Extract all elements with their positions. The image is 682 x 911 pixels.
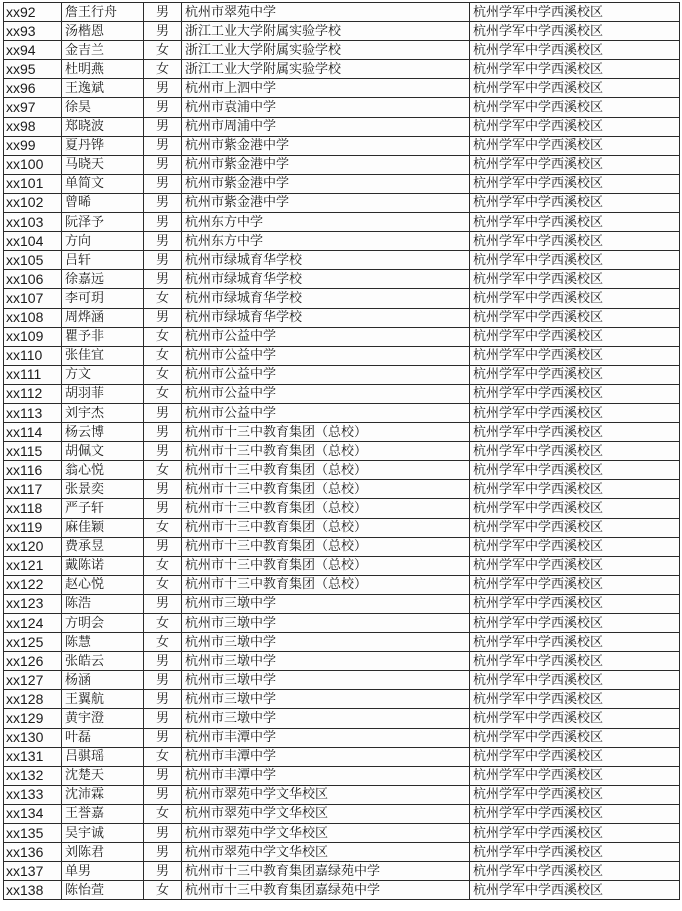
student-gender-cell: 女: [144, 289, 182, 308]
student-table-body: [4, 3, 680, 900]
table-row: [4, 518, 680, 537]
admitted-campus-cell: 杭州学军中学西溪校区: [470, 22, 680, 41]
admitted-campus-cell: 杭州学军中学西溪校区: [470, 117, 680, 136]
graduating-school-cell: 杭州市十三中教育集团（总校）: [182, 499, 470, 518]
student-id-cell: xx128: [4, 690, 62, 709]
student-gender-cell: 男: [144, 270, 182, 289]
graduating-school-cell: 杭州市周浦中学: [182, 117, 470, 136]
student-table: [3, 2, 680, 900]
graduating-school-cell: 杭州市绿城育华学校: [182, 270, 470, 289]
admitted-campus-cell: 杭州学军中学西溪校区: [470, 766, 680, 785]
student-gender-cell: 女: [144, 346, 182, 365]
student-name-cell: 麻佳颖: [62, 518, 144, 537]
student-gender-cell: 男: [144, 690, 182, 709]
student-id-cell: xx108: [4, 308, 62, 327]
graduating-school-cell: 杭州市十三中教育集团（总校）: [182, 518, 470, 537]
graduating-school-cell: 杭州市翠苑中学文华校区: [182, 804, 470, 823]
student-name-cell: 张景奕: [62, 480, 144, 499]
student-gender-cell: 女: [144, 461, 182, 480]
student-gender-cell: 男: [144, 785, 182, 804]
table-row: [4, 862, 680, 881]
table-row: [4, 251, 680, 270]
student-id-cell: xx131: [4, 747, 62, 766]
student-name-cell: 费承昱: [62, 537, 144, 556]
table-row: [4, 232, 680, 251]
graduating-school-cell: 浙江工业大学附属实验学校: [182, 41, 470, 60]
table-row: [4, 41, 680, 60]
student-name-cell: 王誉嘉: [62, 804, 144, 823]
student-gender-cell: 男: [144, 423, 182, 442]
table-row: [4, 461, 680, 480]
admitted-campus-cell: 杭州学军中学西溪校区: [470, 785, 680, 804]
admitted-campus-cell: 杭州学军中学西溪校区: [470, 251, 680, 270]
table-row: [4, 537, 680, 556]
admitted-campus-cell: 杭州学军中学西溪校区: [470, 60, 680, 79]
admitted-campus-cell: 杭州学军中学西溪校区: [470, 98, 680, 117]
table-row: [4, 633, 680, 652]
student-gender-cell: 男: [144, 480, 182, 499]
graduating-school-cell: 杭州市公益中学: [182, 384, 470, 403]
admitted-campus-cell: 杭州学军中学西溪校区: [470, 575, 680, 594]
student-id-cell: xx109: [4, 327, 62, 346]
student-name-cell: 周烨涵: [62, 308, 144, 327]
admitted-campus-cell: 杭州学军中学西溪校区: [470, 193, 680, 212]
graduating-school-cell: 杭州市三墩中学: [182, 671, 470, 690]
student-id-cell: xx113: [4, 403, 62, 422]
student-name-cell: 金吉兰: [62, 41, 144, 60]
admitted-campus-cell: 杭州学军中学西溪校区: [470, 384, 680, 403]
student-gender-cell: 男: [144, 22, 182, 41]
student-id-cell: xx120: [4, 537, 62, 556]
table-row: [4, 804, 680, 823]
admitted-campus-cell: 杭州学军中学西溪校区: [470, 155, 680, 174]
student-id-cell: xx110: [4, 346, 62, 365]
student-gender-cell: 男: [144, 174, 182, 193]
admitted-campus-cell: 杭州学军中学西溪校区: [470, 594, 680, 613]
admitted-campus-cell: 杭州学军中学西溪校区: [470, 747, 680, 766]
student-id-cell: xx99: [4, 136, 62, 155]
admitted-campus-cell: 杭州学军中学西溪校区: [470, 652, 680, 671]
student-id-cell: xx133: [4, 785, 62, 804]
student-gender-cell: 男: [144, 251, 182, 270]
student-id-cell: xx125: [4, 633, 62, 652]
graduating-school-cell: 杭州市十三中教育集团（总校）: [182, 423, 470, 442]
admitted-campus-cell: 杭州学军中学西溪校区: [470, 862, 680, 881]
graduating-school-cell: 杭州东方中学: [182, 213, 470, 232]
student-gender-cell: 女: [144, 518, 182, 537]
graduating-school-cell: 杭州市十三中教育集团嘉绿苑中学: [182, 862, 470, 881]
student-gender-cell: 男: [144, 136, 182, 155]
graduating-school-cell: 杭州市三墩中学: [182, 633, 470, 652]
student-gender-cell: 男: [144, 499, 182, 518]
table-row: [4, 384, 680, 403]
student-name-cell: 杨云博: [62, 423, 144, 442]
admitted-campus-cell: 杭州学军中学西溪校区: [470, 442, 680, 461]
student-name-cell: 吕骐瑶: [62, 747, 144, 766]
table-row: [4, 709, 680, 728]
student-name-cell: 杜明燕: [62, 60, 144, 79]
graduating-school-cell: 杭州市翠苑中学文华校区: [182, 843, 470, 862]
table-row: [4, 575, 680, 594]
student-name-cell: 叶磊: [62, 728, 144, 747]
table-row: [4, 671, 680, 690]
admitted-campus-cell: 杭州学军中学西溪校区: [470, 537, 680, 556]
graduating-school-cell: 杭州市翠苑中学文华校区: [182, 824, 470, 843]
table-row: [4, 213, 680, 232]
graduating-school-cell: 杭州市十三中教育集团嘉绿苑中学: [182, 881, 470, 900]
student-id-cell: xx106: [4, 270, 62, 289]
table-row: [4, 499, 680, 518]
admitted-campus-cell: 杭州学军中学西溪校区: [470, 423, 680, 442]
student-gender-cell: 男: [144, 709, 182, 728]
student-id-cell: xx107: [4, 289, 62, 308]
student-name-cell: 单男: [62, 862, 144, 881]
student-name-cell: 吕轩: [62, 251, 144, 270]
admitted-campus-cell: 杭州学军中学西溪校区: [470, 308, 680, 327]
student-id-cell: xx94: [4, 41, 62, 60]
student-name-cell: 詹王行舟: [62, 3, 144, 22]
table-row: [4, 843, 680, 862]
graduating-school-cell: 浙江工业大学附属实验学校: [182, 60, 470, 79]
student-id-cell: xx111: [4, 365, 62, 384]
student-id-cell: xx95: [4, 60, 62, 79]
student-id-cell: xx98: [4, 117, 62, 136]
student-name-cell: 胡佩文: [62, 442, 144, 461]
admitted-campus-cell: 杭州学军中学西溪校区: [470, 804, 680, 823]
admitted-campus-cell: 杭州学军中学西溪校区: [470, 289, 680, 308]
student-id-cell: xx101: [4, 174, 62, 193]
table-row: [4, 270, 680, 289]
student-id-cell: xx116: [4, 461, 62, 480]
graduating-school-cell: 杭州市公益中学: [182, 346, 470, 365]
graduating-school-cell: 杭州市紫金港中学: [182, 174, 470, 193]
student-name-cell: 曾晞: [62, 193, 144, 212]
graduating-school-cell: 杭州市翠苑中学: [182, 3, 470, 22]
student-name-cell: 方明会: [62, 614, 144, 633]
graduating-school-cell: 杭州市紫金港中学: [182, 193, 470, 212]
student-name-cell: 戴陈诺: [62, 556, 144, 575]
table-row: [4, 403, 680, 422]
table-row: [4, 785, 680, 804]
student-id-cell: xx92: [4, 3, 62, 22]
table-row: [4, 766, 680, 785]
graduating-school-cell: 杭州市十三中教育集团（总校）: [182, 480, 470, 499]
graduating-school-cell: 浙江工业大学附属实验学校: [182, 22, 470, 41]
student-name-cell: 郑晓波: [62, 117, 144, 136]
admitted-campus-cell: 杭州学军中学西溪校区: [470, 79, 680, 98]
admitted-campus-cell: 杭州学军中学西溪校区: [470, 499, 680, 518]
student-name-cell: 张皓云: [62, 652, 144, 671]
admitted-campus-cell: 杭州学军中学西溪校区: [470, 824, 680, 843]
student-gender-cell: 男: [144, 442, 182, 461]
table-row: [4, 728, 680, 747]
student-gender-cell: 男: [144, 671, 182, 690]
graduating-school-cell: 杭州市十三中教育集团（总校）: [182, 537, 470, 556]
table-row: [4, 79, 680, 98]
table-row: [4, 365, 680, 384]
graduating-school-cell: 杭州市绿城育华学校: [182, 289, 470, 308]
student-name-cell: 胡羽菲: [62, 384, 144, 403]
student-id-cell: xx124: [4, 614, 62, 633]
student-name-cell: 徐昊: [62, 98, 144, 117]
admitted-campus-cell: 杭州学军中学西溪校区: [470, 327, 680, 346]
graduating-school-cell: 杭州市三墩中学: [182, 614, 470, 633]
graduating-school-cell: 杭州东方中学: [182, 232, 470, 251]
student-id-cell: xx135: [4, 824, 62, 843]
student-gender-cell: 男: [144, 308, 182, 327]
graduating-school-cell: 杭州市十三中教育集团（总校）: [182, 556, 470, 575]
student-id-cell: xx118: [4, 499, 62, 518]
student-name-cell: 张佳宜: [62, 346, 144, 365]
graduating-school-cell: 杭州市翠苑中学文华校区: [182, 785, 470, 804]
student-gender-cell: 女: [144, 747, 182, 766]
student-gender-cell: 男: [144, 652, 182, 671]
student-name-cell: 单简文: [62, 174, 144, 193]
admitted-campus-cell: 杭州学军中学西溪校区: [470, 633, 680, 652]
table-row: [4, 614, 680, 633]
admitted-campus-cell: 杭州学军中学西溪校区: [470, 41, 680, 60]
graduating-school-cell: 杭州市绿城育华学校: [182, 251, 470, 270]
student-name-cell: 汤楷恩: [62, 22, 144, 41]
student-gender-cell: 男: [144, 155, 182, 174]
student-gender-cell: 男: [144, 98, 182, 117]
table-row: [4, 60, 680, 79]
student-id-cell: xx103: [4, 213, 62, 232]
admitted-campus-cell: 杭州学军中学西溪校区: [470, 461, 680, 480]
student-name-cell: 赵心悦: [62, 575, 144, 594]
student-gender-cell: 男: [144, 843, 182, 862]
admitted-campus-cell: 杭州学军中学西溪校区: [470, 403, 680, 422]
admitted-campus-cell: 杭州学军中学西溪校区: [470, 232, 680, 251]
student-name-cell: 刘陈君: [62, 843, 144, 862]
admitted-campus-cell: 杭州学军中学西溪校区: [470, 365, 680, 384]
student-id-cell: xx104: [4, 232, 62, 251]
graduating-school-cell: 杭州市三墩中学: [182, 594, 470, 613]
graduating-school-cell: 杭州市公益中学: [182, 327, 470, 346]
table-row: [4, 556, 680, 575]
admitted-campus-cell: 杭州学军中学西溪校区: [470, 614, 680, 633]
student-id-cell: xx112: [4, 384, 62, 403]
table-row: [4, 193, 680, 212]
student-gender-cell: 男: [144, 3, 182, 22]
admitted-campus-cell: 杭州学军中学西溪校区: [470, 174, 680, 193]
student-id-cell: xx100: [4, 155, 62, 174]
student-name-cell: 陈浩: [62, 594, 144, 613]
table-row: [4, 136, 680, 155]
admitted-campus-cell: 杭州学军中学西溪校区: [470, 843, 680, 862]
graduating-school-cell: 杭州市十三中教育集团（总校）: [182, 442, 470, 461]
student-name-cell: 阮泽予: [62, 213, 144, 232]
student-id-cell: xx136: [4, 843, 62, 862]
student-id-cell: xx97: [4, 98, 62, 117]
student-gender-cell: 男: [144, 193, 182, 212]
student-name-cell: 刘宇杰: [62, 403, 144, 422]
admitted-campus-cell: 杭州学军中学西溪校区: [470, 728, 680, 747]
table-row: [4, 480, 680, 499]
student-name-cell: 李可玥: [62, 289, 144, 308]
student-id-cell: xx119: [4, 518, 62, 537]
student-id-cell: xx117: [4, 480, 62, 499]
student-id-cell: xx134: [4, 804, 62, 823]
student-list-sheet: [3, 2, 679, 900]
student-id-cell: xx138: [4, 881, 62, 900]
graduating-school-cell: 杭州市袁浦中学: [182, 98, 470, 117]
student-id-cell: xx123: [4, 594, 62, 613]
student-name-cell: 黄宇澄: [62, 709, 144, 728]
student-gender-cell: 男: [144, 728, 182, 747]
student-gender-cell: 女: [144, 384, 182, 403]
student-name-cell: 徐嘉远: [62, 270, 144, 289]
student-name-cell: 翁心悦: [62, 461, 144, 480]
student-name-cell: 严子轩: [62, 499, 144, 518]
graduating-school-cell: 杭州市公益中学: [182, 403, 470, 422]
graduating-school-cell: 杭州市三墩中学: [182, 652, 470, 671]
admitted-campus-cell: 杭州学军中学西溪校区: [470, 136, 680, 155]
admitted-campus-cell: 杭州学军中学西溪校区: [470, 480, 680, 499]
table-row: [4, 594, 680, 613]
student-name-cell: 马晓天: [62, 155, 144, 174]
graduating-school-cell: 杭州市上泗中学: [182, 79, 470, 98]
student-gender-cell: 男: [144, 537, 182, 556]
student-name-cell: 王翼航: [62, 690, 144, 709]
table-row: [4, 423, 680, 442]
table-row: [4, 824, 680, 843]
table-row: [4, 308, 680, 327]
student-name-cell: 瞿予非: [62, 327, 144, 346]
admitted-campus-cell: 杭州学军中学西溪校区: [470, 690, 680, 709]
table-row: [4, 442, 680, 461]
graduating-school-cell: 杭州市三墩中学: [182, 690, 470, 709]
student-gender-cell: 男: [144, 117, 182, 136]
student-name-cell: 方文: [62, 365, 144, 384]
student-name-cell: 沈楚天: [62, 766, 144, 785]
student-id-cell: xx137: [4, 862, 62, 881]
table-row: [4, 652, 680, 671]
table-row: [4, 22, 680, 41]
student-gender-cell: 女: [144, 881, 182, 900]
student-id-cell: xx127: [4, 671, 62, 690]
student-id-cell: xx114: [4, 423, 62, 442]
student-id-cell: xx105: [4, 251, 62, 270]
table-row: [4, 690, 680, 709]
graduating-school-cell: 杭州市三墩中学: [182, 709, 470, 728]
student-name-cell: 杨涵: [62, 671, 144, 690]
student-gender-cell: 女: [144, 804, 182, 823]
student-gender-cell: 女: [144, 633, 182, 652]
table-row: [4, 346, 680, 365]
student-name-cell: 沈沛霖: [62, 785, 144, 804]
student-gender-cell: 女: [144, 41, 182, 60]
student-gender-cell: 男: [144, 213, 182, 232]
table-row: [4, 327, 680, 346]
student-id-cell: xx132: [4, 766, 62, 785]
table-row: [4, 881, 680, 900]
graduating-school-cell: 杭州市丰潭中学: [182, 766, 470, 785]
student-gender-cell: 女: [144, 614, 182, 633]
student-gender-cell: 男: [144, 79, 182, 98]
admitted-campus-cell: 杭州学军中学西溪校区: [470, 270, 680, 289]
student-name-cell: 陈怡萱: [62, 881, 144, 900]
graduating-school-cell: 杭州市十三中教育集团（总校）: [182, 461, 470, 480]
admitted-campus-cell: 杭州学军中学西溪校区: [470, 213, 680, 232]
student-gender-cell: 女: [144, 60, 182, 79]
table-row: [4, 117, 680, 136]
admitted-campus-cell: 杭州学军中学西溪校区: [470, 671, 680, 690]
table-row: [4, 155, 680, 174]
graduating-school-cell: 杭州市绿城育华学校: [182, 308, 470, 327]
student-gender-cell: 女: [144, 556, 182, 575]
admitted-campus-cell: 杭州学军中学西溪校区: [470, 518, 680, 537]
student-id-cell: xx102: [4, 193, 62, 212]
table-row: [4, 174, 680, 193]
graduating-school-cell: 杭州市十三中教育集团（总校）: [182, 575, 470, 594]
admitted-campus-cell: 杭州学军中学西溪校区: [470, 556, 680, 575]
table-row: [4, 3, 680, 22]
admitted-campus-cell: 杭州学军中学西溪校区: [470, 346, 680, 365]
student-id-cell: xx121: [4, 556, 62, 575]
admitted-campus-cell: 杭州学军中学西溪校区: [470, 3, 680, 22]
student-id-cell: xx129: [4, 709, 62, 728]
graduating-school-cell: 杭州市紫金港中学: [182, 155, 470, 174]
student-gender-cell: 女: [144, 365, 182, 384]
admitted-campus-cell: 杭州学军中学西溪校区: [470, 709, 680, 728]
student-gender-cell: 男: [144, 594, 182, 613]
student-gender-cell: 男: [144, 824, 182, 843]
student-name-cell: 方向: [62, 232, 144, 251]
student-gender-cell: 男: [144, 862, 182, 881]
student-gender-cell: 女: [144, 575, 182, 594]
student-name-cell: 陈慧: [62, 633, 144, 652]
graduating-school-cell: 杭州市紫金港中学: [182, 136, 470, 155]
graduating-school-cell: 杭州市丰潭中学: [182, 747, 470, 766]
student-id-cell: xx130: [4, 728, 62, 747]
student-name-cell: 夏丹铧: [62, 136, 144, 155]
student-id-cell: xx96: [4, 79, 62, 98]
table-row: [4, 289, 680, 308]
admitted-campus-cell: 杭州学军中学西溪校区: [470, 881, 680, 900]
student-id-cell: xx122: [4, 575, 62, 594]
graduating-school-cell: 杭州市丰潭中学: [182, 728, 470, 747]
student-gender-cell: 男: [144, 766, 182, 785]
student-name-cell: 吴宇诚: [62, 824, 144, 843]
student-id-cell: xx126: [4, 652, 62, 671]
table-row: [4, 747, 680, 766]
student-gender-cell: 男: [144, 403, 182, 422]
student-name-cell: 王逸斌: [62, 79, 144, 98]
table-row: [4, 98, 680, 117]
student-id-cell: xx93: [4, 22, 62, 41]
graduating-school-cell: 杭州市公益中学: [182, 365, 470, 384]
student-gender-cell: 女: [144, 327, 182, 346]
student-gender-cell: 男: [144, 232, 182, 251]
student-id-cell: xx115: [4, 442, 62, 461]
